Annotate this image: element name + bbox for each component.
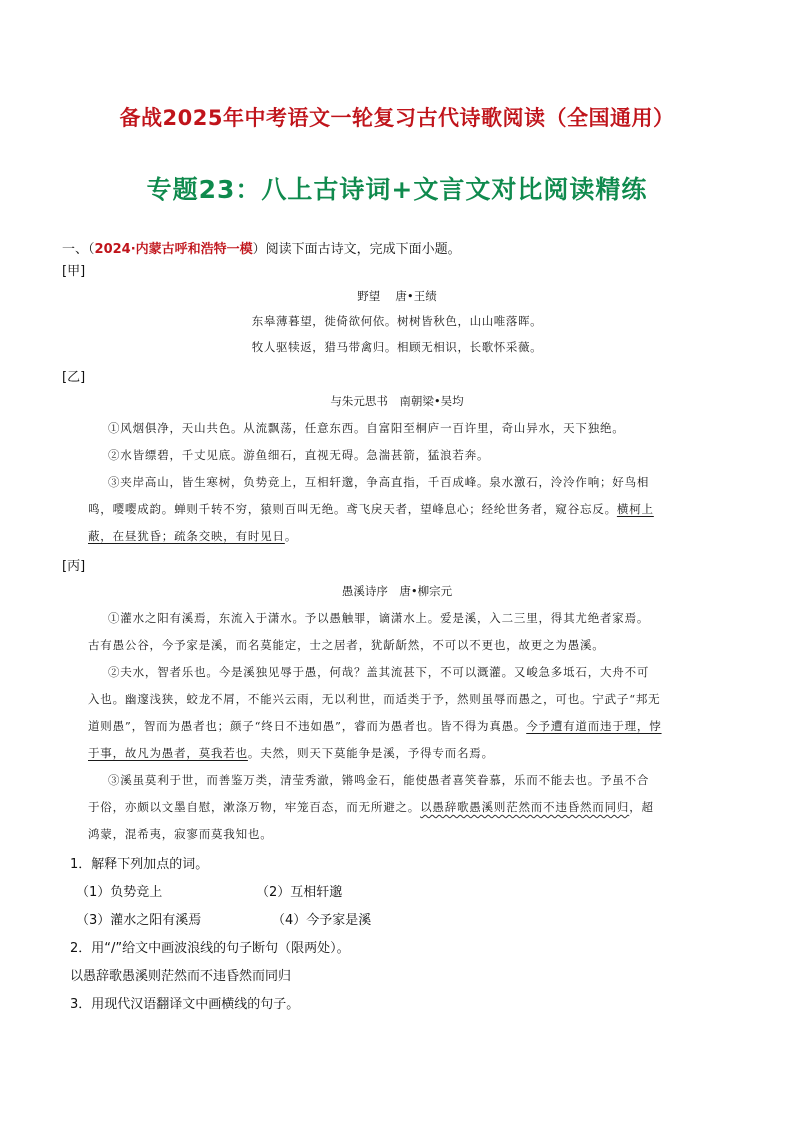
yi-paragraph-3-line-3 [88, 528, 297, 544]
doc-title: 备战2025年中考语文一轮复习古代诗歌阅读（全国通用） [119, 106, 675, 130]
bing-paragraph-2-line-2: 入也。幽邃浅狭，蛟龙不屑，不能兴云雨，无以利世，而适类于予，然则虽辱而愚之，可也。宁武子“邦无 [88, 692, 661, 706]
question-source: 2024·内蒙古呼和浩特一模 [94, 242, 253, 257]
bing-paragraph-2-line-1: ②夫水，智者乐也。今是溪独见辱于愚，何哉？盖其流甚下，不可以溉灌。又峻急多坻石，大舟不可 [108, 665, 650, 679]
yi-paragraph-3-line-2 [88, 501, 654, 517]
bing-paragraph-3-line-1: ③溪虽莫利于世，而善鉴万类，清莹秀澈，锵鸣金石，能使愚者喜笑眷慕，乐而不能去也。予虽不合 [108, 773, 650, 787]
yi-paragraph-1: ①风烟俱净，天山共色。从流飘荡，任意东西。自富阳至桐庐一百许里，奇山异水，天下独绝。 [108, 421, 625, 435]
topic-title: 专题23：八上古诗词+文言文对比阅读精练 [146, 175, 648, 204]
yi-underlined-start: 横柯上 [616, 502, 654, 516]
question-2: 2．用“/”给文中画波浪线的句子断句（限两处）。 [70, 941, 350, 956]
bing-paragraph-2-line-4 [88, 745, 494, 761]
question-number: 一、 [62, 242, 89, 257]
poem-line-2: 牧人驱犊返，猎马带禽归。相顾无相识，长歌怀采薇。 [251, 340, 543, 354]
question-1: 1．解释下列加点的词。 [70, 857, 209, 872]
q1-item-2: （2）互相轩邈 [256, 885, 343, 900]
source-close: ） [252, 242, 266, 257]
poem-title-yi: 与朱元思书 南朝梁•吴均 [330, 394, 464, 408]
yi-p3-period: 。 [284, 529, 298, 543]
bing-wavy-sentence: 以愚辞歌愚溪则茫然而不违昏然而同归 [420, 800, 630, 814]
bing-paragraph-1-line-2: 古有愚公谷，今予家是溪，而名莫能定，士之居者，犹龂龂然，不可以不更也，故更之为愚溪。 [88, 638, 605, 652]
yi-paragraph-3-line-1: ③夹岸高山，皆生寒树，负势竞上，互相轩邈，争高直指，千百成峰。泉水激石，泠泠作响；好鸟相 [108, 475, 650, 489]
poem-title-bing: 愚溪诗序 唐•柳宗元 [341, 584, 453, 598]
q1-item-3: （3）灌水之阳有溪焉 [76, 913, 202, 928]
source-open: （ [88, 242, 95, 257]
question-instruction: 阅读下面古诗文，完成下面小题。 [265, 242, 461, 257]
bing-paragraph-3-line-2 [88, 799, 654, 815]
question-3: 3．用现代汉语翻译文中画横线的句子。 [70, 997, 300, 1012]
bing-paragraph-1-line-1: ①灌水之阳有溪焉，东流入于潇水。予以愚触罪，谪潇水上。爱是溪，入二三里，得其尤绝者家焉。 [108, 611, 650, 625]
bing-p3-tail: ，超 [629, 800, 654, 814]
q1-item-1: （1）负势竞上 [76, 885, 163, 900]
poem-line-1: 东皋薄暮望，徙倚欲何依。树树皆秋色，山山唯落晖。 [251, 314, 543, 328]
label-jia: [甲] [62, 264, 86, 279]
bing-p2-rest: 。夫然，则天下莫能争是溪，予得专而名焉。 [247, 746, 494, 760]
yi-paragraph-2: ②水皆缥碧，千丈见底。游鱼细石，直视无碍。急湍甚箭，猛浪若奔。 [108, 448, 490, 462]
bing-paragraph-3-line-3: 鸿蒙，混希夷，寂寥而莫我知也。 [88, 827, 273, 841]
label-bing: [丙] [62, 559, 86, 574]
bing-paragraph-2-line-3 [88, 718, 662, 734]
yi-underlined-end: 蔽，在昼犹昏；疏条交映，有时见日 [88, 529, 285, 543]
yi-p3-text: 鸣，嘤嘤成韵。蝉则千转不穷，猿则百叫无绝。鸢飞戾天者，望峰息心；经纶世务者，窥谷忘反。 [88, 502, 617, 516]
label-yi: [乙] [62, 370, 86, 385]
bing-underlined-start: 今予遭有道而违于理，悖 [526, 719, 662, 733]
question-intro [62, 238, 461, 257]
poem-title-jia: 野望 唐•王绩 [357, 289, 437, 303]
bing-p3-text: 于俗，亦颇以文墨自慰，漱涤万物，牢笼百态，而无所避之。 [88, 800, 421, 814]
q1-item-4: （4）今予家是溪 [272, 913, 372, 928]
q2-sentence: 以愚辞歌愚溪则茫然而不违昏然而同归 [70, 969, 292, 984]
bing-p2-text: 道则愚”，智而为愚者也；颜子“终日不违如愚”，睿而为愚者也。皆不得为真愚。 [88, 719, 527, 733]
bing-underlined-end: 于事，故凡为愚者，莫我若也 [88, 746, 248, 760]
